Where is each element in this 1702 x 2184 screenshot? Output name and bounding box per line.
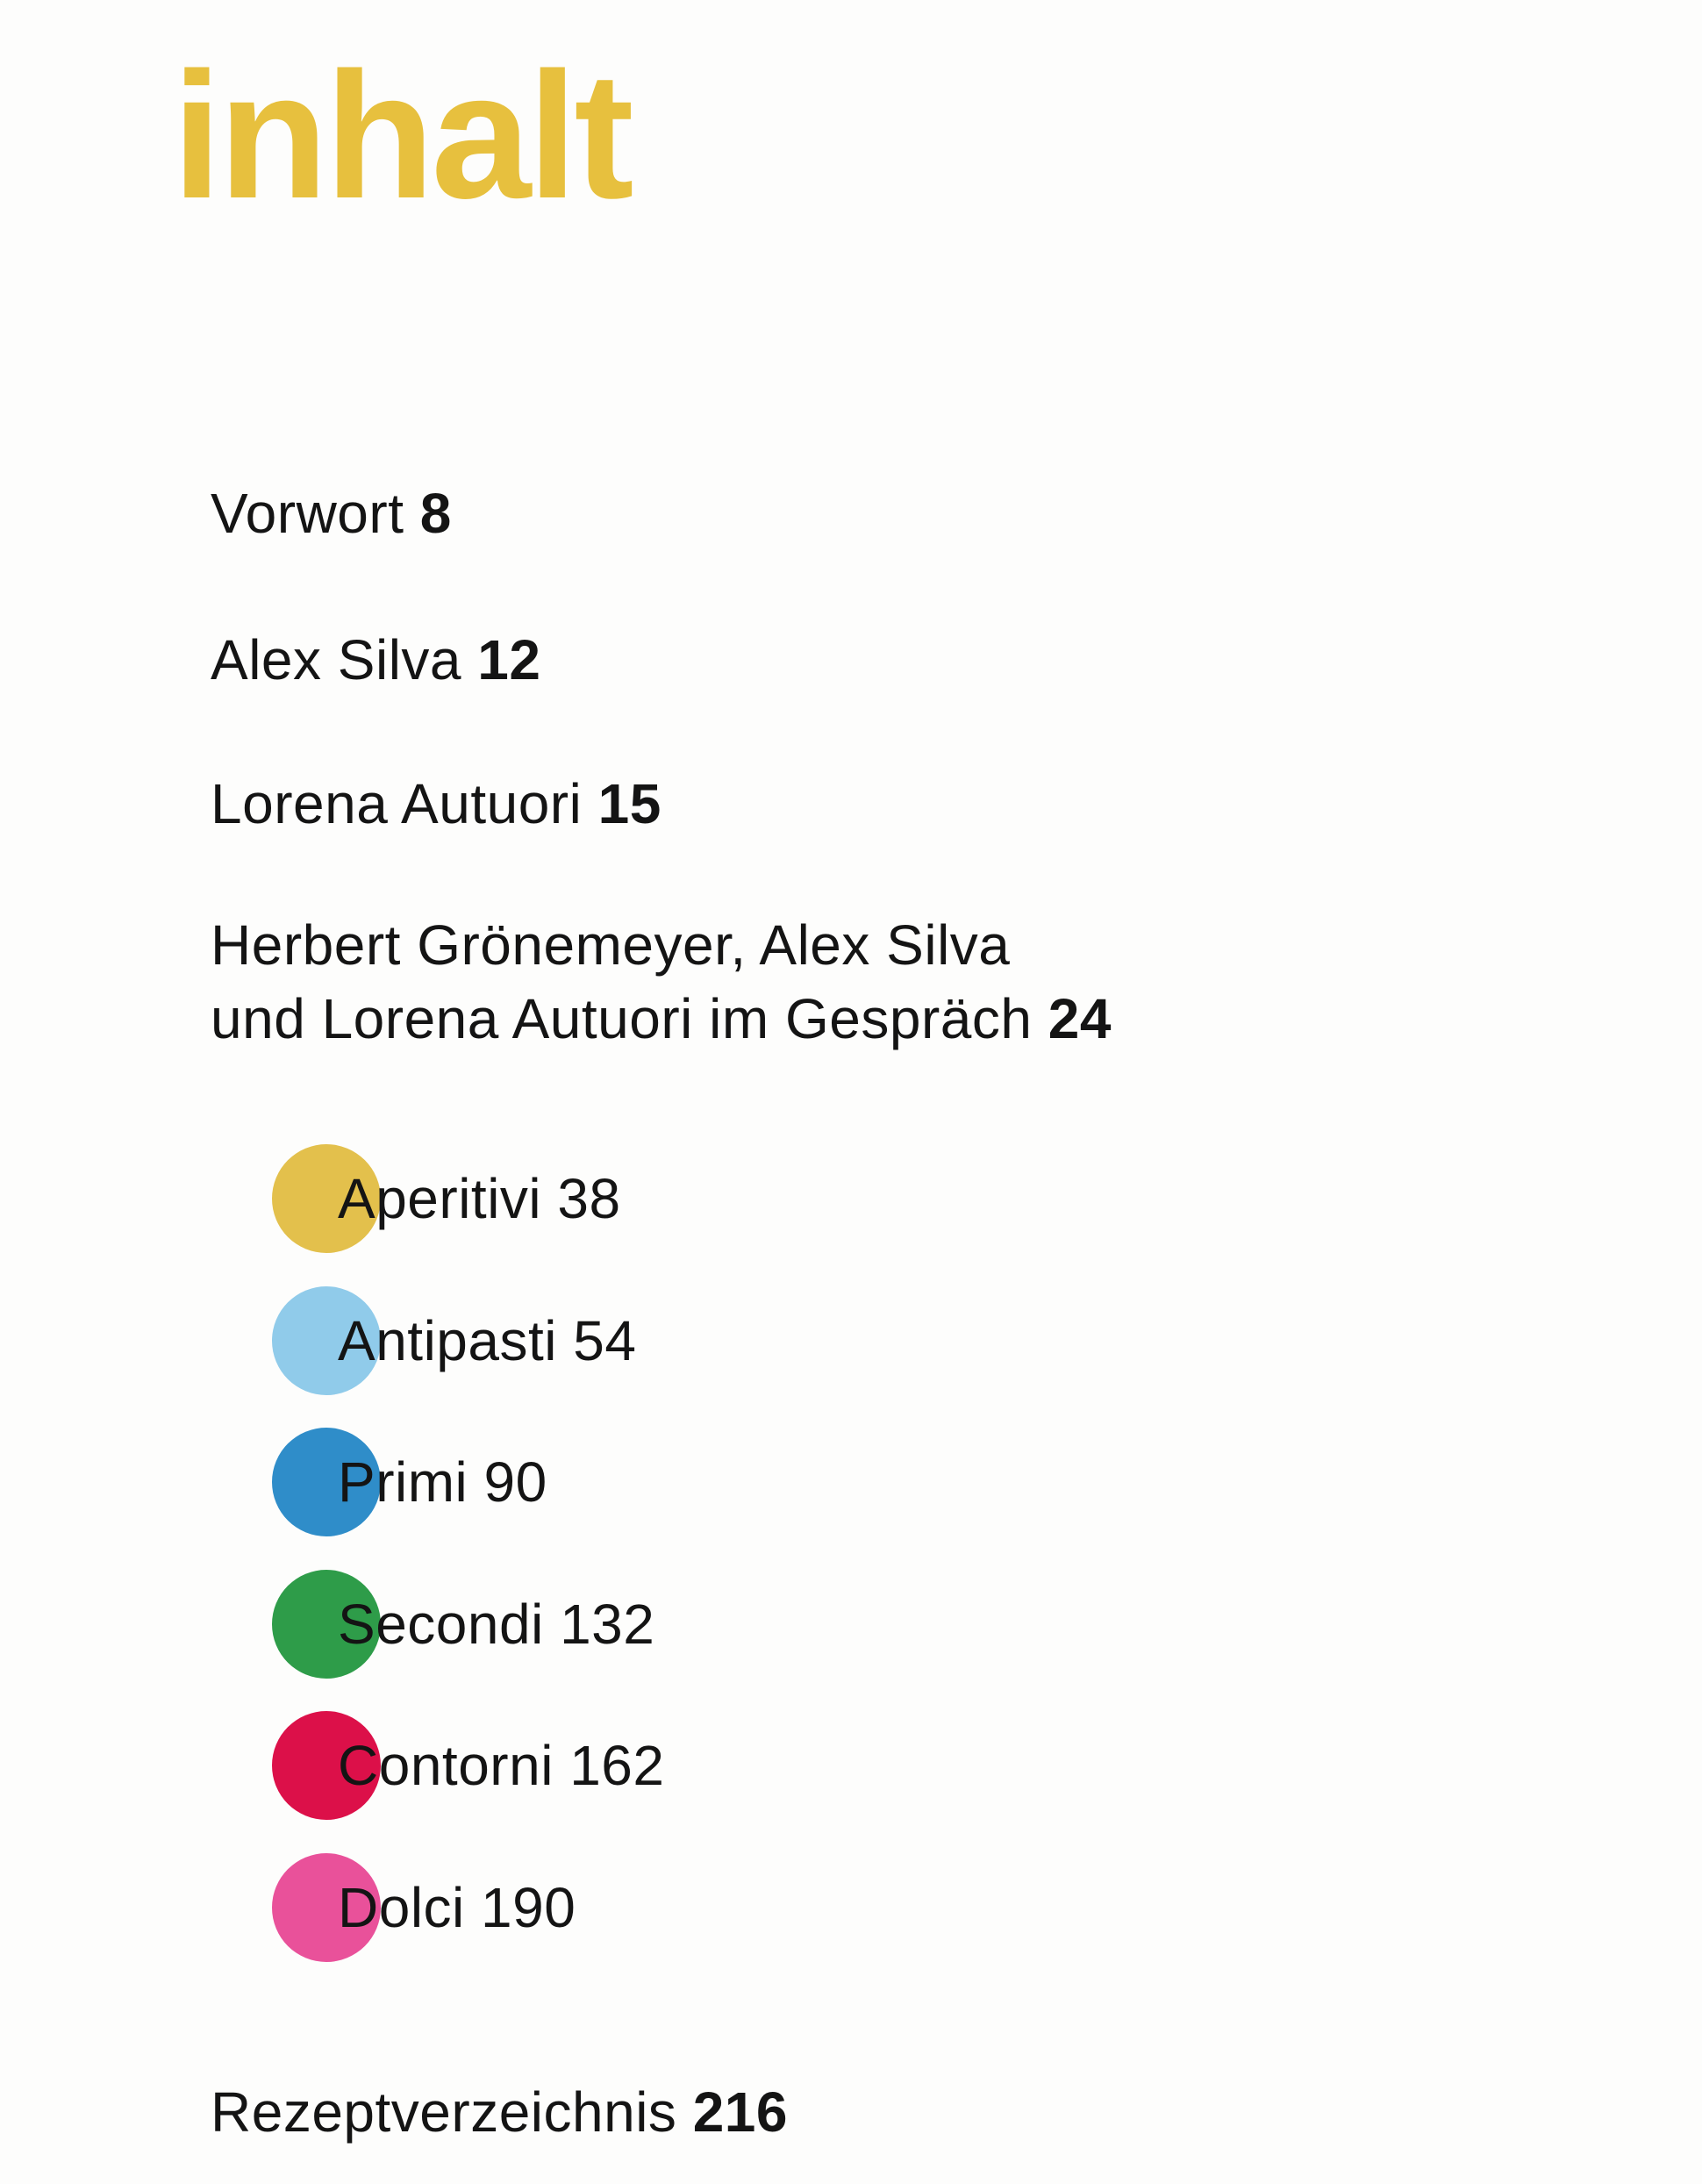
chapter-label — [338, 1450, 547, 1514]
chapter-row-contorni — [272, 1711, 1062, 1820]
chapter-page-number: 38 — [557, 1167, 621, 1230]
chapter-name: Aperitivi — [338, 1167, 542, 1230]
toc-entry-page-number: 216 — [692, 2080, 788, 2144]
chapter-label — [338, 1592, 654, 1657]
chapter-name: Secondi — [338, 1593, 544, 1656]
toc-entry-gespraech — [211, 908, 1176, 1056]
chapter-name: Contorni — [338, 1734, 554, 1797]
chapter-page-number: 90 — [483, 1450, 547, 1514]
page-title: inhalt — [172, 35, 631, 236]
chapter-label — [338, 1733, 664, 1798]
toc-entry-lorena-autuori — [211, 769, 661, 839]
chapter-page-number: 162 — [569, 1734, 665, 1797]
toc-entry-vorwort — [211, 478, 452, 548]
chapter-name: Dolci — [338, 1876, 465, 1939]
chapter-label — [338, 1875, 576, 1940]
toc-entry-label: Lorena Autuori — [211, 772, 583, 835]
chapter-name: Antipasti — [338, 1309, 557, 1372]
toc-entry-alex-silva — [211, 625, 540, 695]
chapter-label — [338, 1308, 636, 1373]
toc-entry-label-line2: und Lorena Autuori im Gespräch — [211, 987, 1033, 1050]
chapter-row-secondi — [272, 1570, 1062, 1679]
toc-entry-page-number: 12 — [477, 628, 541, 691]
toc-entry-page-number: 15 — [597, 772, 661, 835]
toc-entry-page-number: 24 — [1048, 987, 1112, 1050]
toc-entry-label: Rezeptverzeichnis — [211, 2080, 677, 2144]
chapter-label — [338, 1166, 621, 1231]
chapter-row-primi — [272, 1428, 1062, 1536]
toc-entry-rezeptverzeichnis — [211, 2077, 788, 2147]
chapter-page-number: 54 — [573, 1309, 637, 1372]
toc-entry-label: Vorwort — [211, 482, 404, 545]
chapter-name: Primi — [338, 1450, 468, 1514]
toc-entry-page-number: 8 — [419, 482, 452, 545]
toc-entry-label: Alex Silva — [211, 628, 461, 691]
chapter-row-antipasti — [272, 1286, 1062, 1395]
toc-entry-label-line1: Herbert Grönemeyer, Alex Silva — [211, 913, 1011, 977]
chapter-page-number: 190 — [481, 1876, 576, 1939]
chapter-row-aperitivi — [272, 1144, 1062, 1253]
chapter-row-dolci — [272, 1853, 1062, 1962]
chapter-page-number: 132 — [560, 1593, 655, 1656]
